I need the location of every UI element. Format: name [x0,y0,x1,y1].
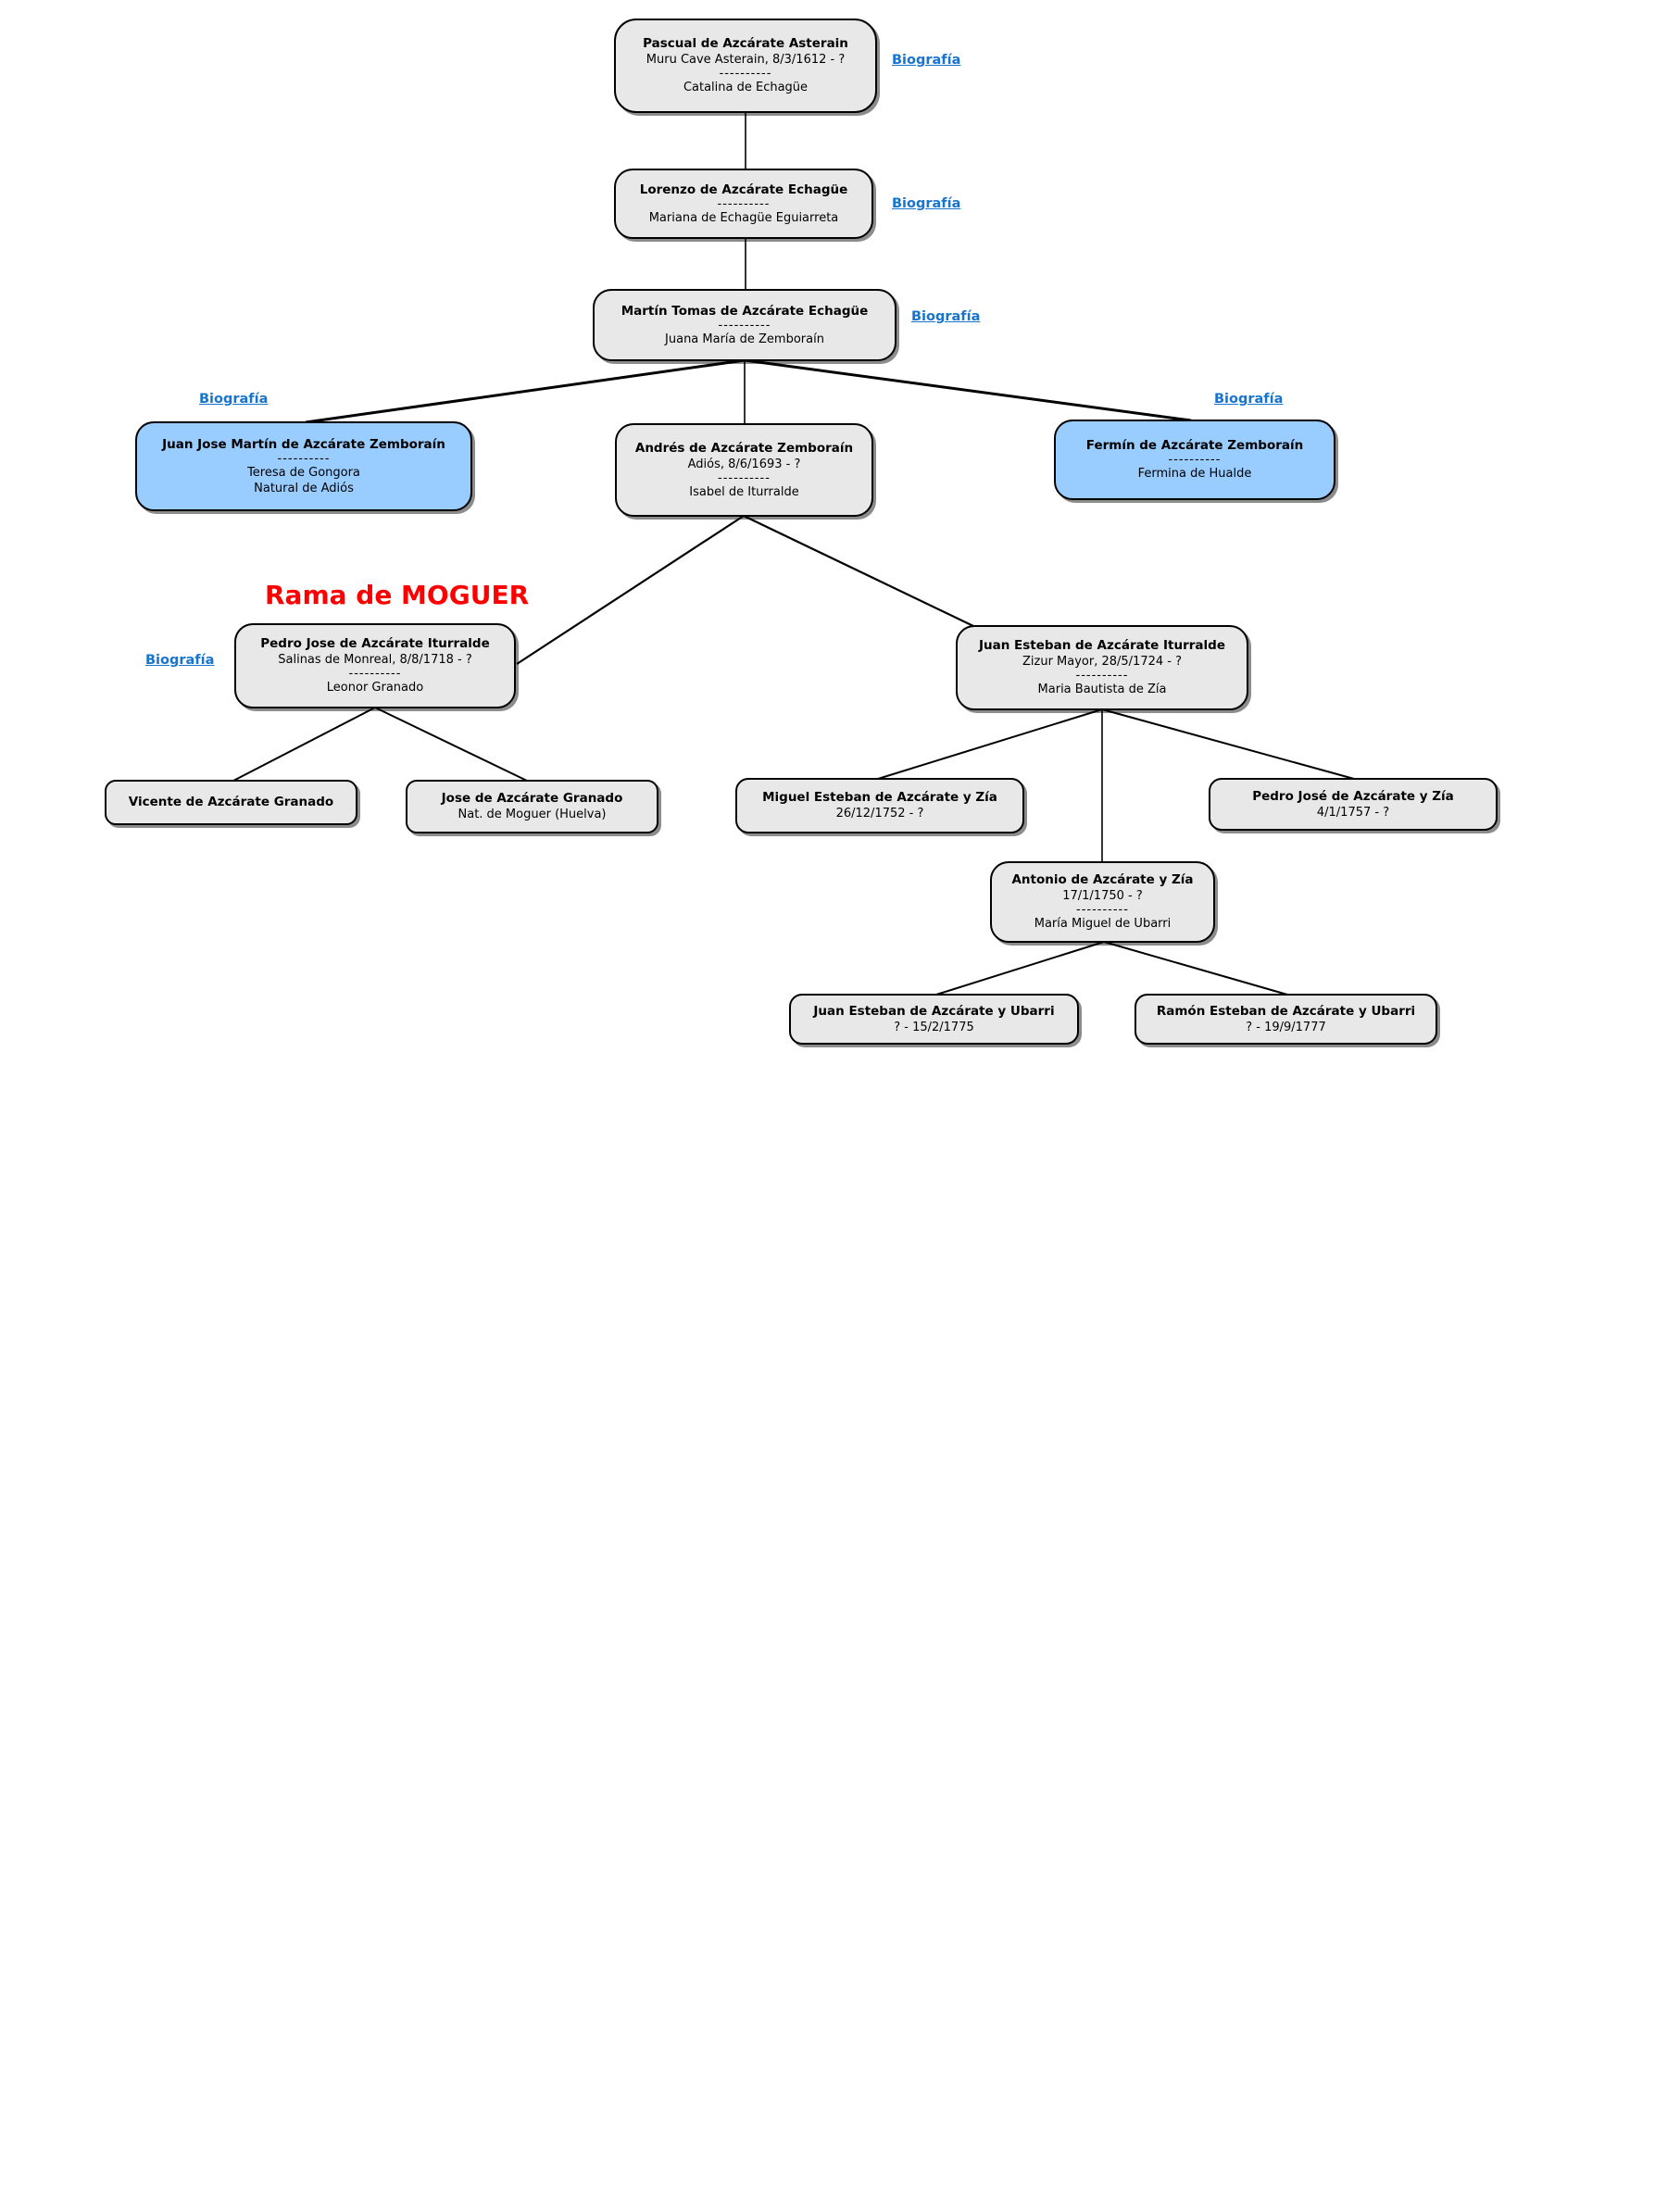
connector-line [375,708,527,781]
node-birth: ? - 19/9/1777 [1246,1020,1326,1034]
node-name: Fermín de Azcárate Zemboraín [1085,438,1304,453]
node-birth: 26/12/1752 - ? [835,807,924,821]
biografia-link-pascual[interactable]: Biografía [892,53,961,68]
connector-line [306,360,745,422]
node-name: Miguel Esteban de Azcárate y Zía [762,790,997,805]
node-name: Antonio de Azcárate y Zía [1011,872,1194,887]
node-birth: Salinas de Monreal, 8/8/1718 - ? [278,653,472,667]
tree-node-fermin [1054,420,1335,500]
node-separator: ---------- [1168,453,1222,467]
node-spouse: Isabel de Iturralde [689,484,799,499]
node-name: Pascual de Azcárate Asterain [643,36,848,51]
branch-title: Rama de MOGUER [265,580,530,610]
tree-node-vicente [105,780,357,825]
node-name: Juan Esteban de Azcárate Iturralde [979,638,1225,653]
tree-node-pascual [614,19,877,113]
node-spouse: Fermina de Hualde [1137,467,1252,481]
node-name: Lorenzo de Azcárate Echagüe [639,182,848,197]
tree-node-ramon [1135,994,1437,1045]
tree-node-juanjose [135,421,472,511]
node-spouse: Catalina de Echagüe [683,81,809,94]
node-separator: ---------- [348,667,402,681]
node-spouse: Juana María de Zemboraín [665,332,824,346]
node-name: Martín Tomas de Azcárate Echagüe [621,303,869,319]
node-name: Pedro José de Azcárate y Zía [1252,788,1454,804]
node-birth: ? - 15/2/1775 [894,1020,974,1034]
biografia-link-lorenzo[interactable]: Biografía [892,196,961,211]
node-spouse: María Miguel de Ubarri [1034,917,1172,931]
connector-line [1104,942,1287,995]
node-note: Nat. de Moguer (Huelva) [458,808,607,821]
node-separator: ---------- [718,318,771,332]
node-birth: Zizur Mayor, 28/5/1724 - ? [1022,655,1182,669]
node-birth: Adiós, 8/6/1693 - ? [687,457,801,471]
connector-line [745,360,1191,420]
biografia-link-fermin[interactable]: Biografía [1214,392,1284,407]
connector-line [744,516,973,626]
node-name: Pedro Jose de Azcárate Iturralde [260,636,490,651]
node-name: Andrés de Azcárate Zemboraín [634,440,854,456]
tree-node-pedrojose-zia [1209,778,1498,831]
tree-node-antonio [990,861,1215,943]
node-birth: Muru Cave Asterain, 8/3/1612 - ? [646,53,846,67]
node-name: Ramón Esteban de Azcárate y Ubarri [1156,1003,1416,1019]
node-separator: ---------- [718,470,771,485]
node-name: Vicente de Azcárate Granado [128,795,334,809]
node-separator: ---------- [1075,669,1129,683]
biografia-link-martin[interactable]: Biografía [911,309,981,324]
biografia-link-juanjose[interactable]: Biografía [199,392,269,407]
node-name: Jose de Azcárate Granado [441,791,623,806]
node-note: Natural de Adiós [254,481,354,495]
tree-node-miguel [735,778,1024,833]
tree-node-juanesteban-ubarri [789,994,1079,1045]
connector-line [233,708,375,781]
tree-node-andres [615,423,873,517]
node-name: Juan Jose Martín de Azcárate Zemboraín [162,436,445,452]
node-spouse: Mariana de Echagüe Eguiarreta [648,210,839,225]
tree-node-juanesteban-iturralde [956,625,1248,710]
tree-node-martin [593,289,896,361]
tree-node-lorenzo [614,169,873,239]
node-birth: 17/1/1750 - ? [1062,889,1143,903]
node-name: Juan Esteban de Azcárate y Ubarri [813,1003,1055,1019]
connector-line [936,942,1104,995]
biografia-link-pedrojose[interactable]: Biografía [145,653,215,668]
node-separator: ---------- [717,196,771,211]
tree-node-jose-granado [406,780,658,833]
connector-line [1102,709,1354,779]
node-separator: ---------- [719,67,772,81]
node-birth: 4/1/1757 - ? [1316,805,1390,820]
node-separator: ---------- [277,451,331,466]
tree-node-pedrojose-iturralde [234,623,516,708]
node-spouse: Maria Bautista de Zía [1037,683,1167,696]
connector-line [517,516,744,664]
connector-line [878,709,1102,779]
node-spouse: Leonor Granado [326,681,424,695]
node-spouse: Teresa de Gongora [247,465,360,480]
node-separator: ---------- [1076,903,1129,917]
